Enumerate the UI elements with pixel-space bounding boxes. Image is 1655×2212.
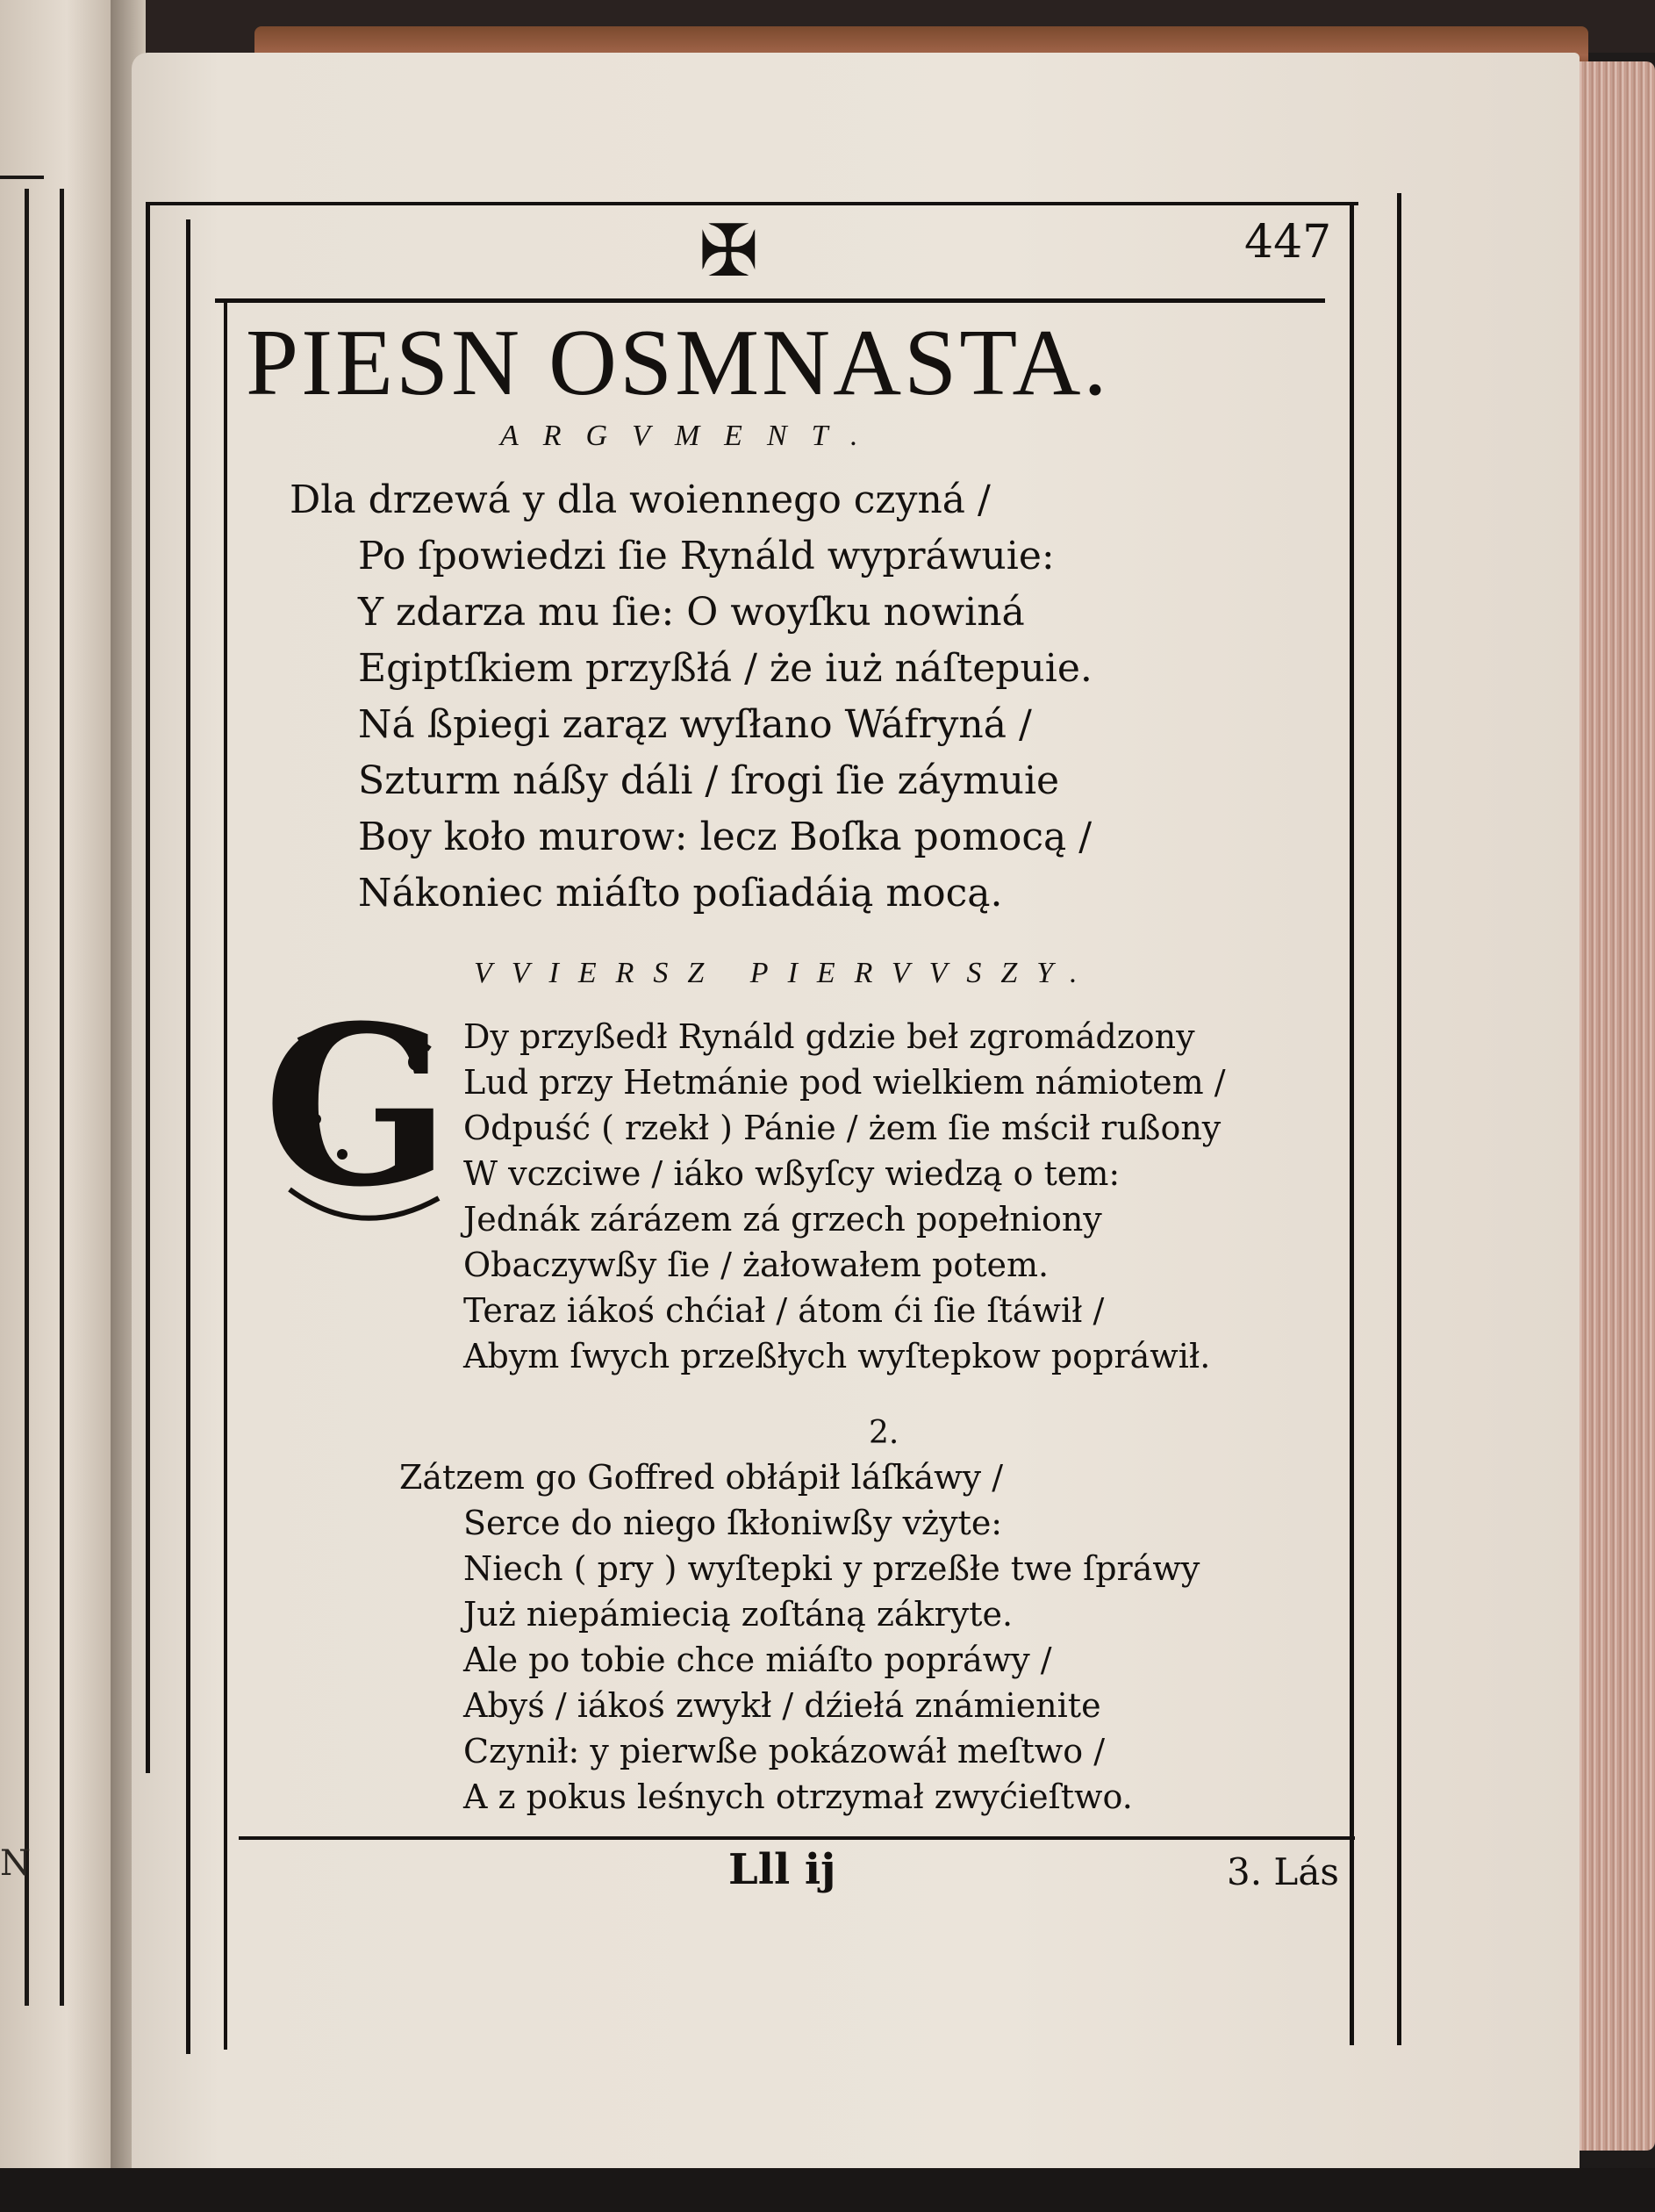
verse-line: Ale po tobie chce miáſto popráwy / <box>463 1641 1052 1679</box>
chapter-title: PIESN OSMNASTA. <box>246 311 1110 415</box>
left-page-rule <box>25 189 29 2006</box>
left-page <box>0 0 121 2212</box>
cross-ornament-icon: ✠ <box>699 210 759 293</box>
verse-line: Niech ( pry ) wyſtepki y przeßłe twe ſpráwy <box>463 1549 1200 1588</box>
argument-line: Y zdarza mu ſie: O woyſku nowiná <box>358 590 1025 635</box>
verse-line: Abyś / iákoś zwykł / dźiełá známienite <box>463 1686 1101 1725</box>
frame-rule-header <box>215 298 1325 303</box>
catchword: 3. Lás <box>1227 1850 1339 1893</box>
verse-line: Abym ſwych przeßłych wyſtepkow popráwił. <box>463 1337 1211 1375</box>
verse-heading: VVIERSZ PIERVVSZY. <box>474 957 1097 989</box>
verse-line: Jednák zárázem zá grzech popełniony <box>463 1200 1102 1239</box>
argument-line: Dla drzewá y dla woiennego czyná / <box>290 478 991 522</box>
verse-line: Dy przyßedł Rynáld gdzie beł zgromádzony <box>463 1017 1195 1056</box>
verse-line: Czynił: y pierwße pokázowáł meſtwo / <box>463 1732 1106 1770</box>
decorated-initial <box>263 977 465 1235</box>
verse-line: Obaczywßy ſie / żałowałem potem. <box>463 1246 1050 1284</box>
argument-line: Nákoniec miáſto poſiadáią mocą. <box>358 871 1003 916</box>
left-page-fragment: N <box>0 1843 31 1884</box>
left-page-rule <box>60 189 64 2006</box>
argument-line: Szturm náßy dáli / ſrogi ſie záymuie <box>358 758 1060 803</box>
argument-heading: ARGVMENT. <box>500 420 883 452</box>
frame-rule-right-outer <box>1397 193 1401 2045</box>
stanza-number: 2. <box>869 1415 899 1451</box>
signature-mark: Lll ij <box>728 1845 836 1894</box>
verse-line: Serce do niego ſkłoniwßy vżyte: <box>463 1504 1003 1542</box>
verse-line: A z pokus leśnych otrzymał zwyćieſtwo. <box>463 1778 1133 1816</box>
argument-line: Ná ßpiegi zarąz wyſłano Wáfryná / <box>358 702 1032 747</box>
frame-rule-left-inner <box>186 219 190 2054</box>
argument-line: Boy koło murow: lecz Boſka pomocą / <box>358 815 1093 859</box>
initial-letter: G <box>263 977 451 1235</box>
page-number: 447 <box>1244 216 1332 269</box>
verse-line: Zátzem go Goffred obłápił láſkáwy / <box>399 1458 1004 1497</box>
frame-rule-left-outer <box>146 202 150 1773</box>
verse-line: W vczciwe / iáko wßyſcy wiedzą o tem: <box>463 1154 1121 1193</box>
book-bottom-shadow <box>0 2168 1655 2212</box>
frame-rule-bottom <box>239 1836 1355 1840</box>
verse-line: Lud przy Hetmánie pod wielkiem námiotem / <box>463 1063 1226 1102</box>
argument-line: Po ſpowiedzi ſie Rynáld wypráwuie: <box>358 534 1055 578</box>
verse-line: Teraz iákoś chćiał / átom ći ſie ſtáwił / <box>463 1291 1105 1330</box>
argument-line: Egiptſkiem przyßłá / że iuż náſtepuie. <box>358 646 1093 691</box>
verse-line: Odpuść ( rzekł ) Pánie / żem ſie mścił rußony <box>463 1109 1222 1147</box>
left-page-rule-top <box>0 176 44 179</box>
frame-rule-right-inner <box>1350 202 1354 2045</box>
frame-rule-left-text <box>224 298 227 2050</box>
frame-rule-top <box>147 202 1358 205</box>
verse-line: Już niepámiecią zoſtáną zákryte. <box>463 1595 1014 1634</box>
